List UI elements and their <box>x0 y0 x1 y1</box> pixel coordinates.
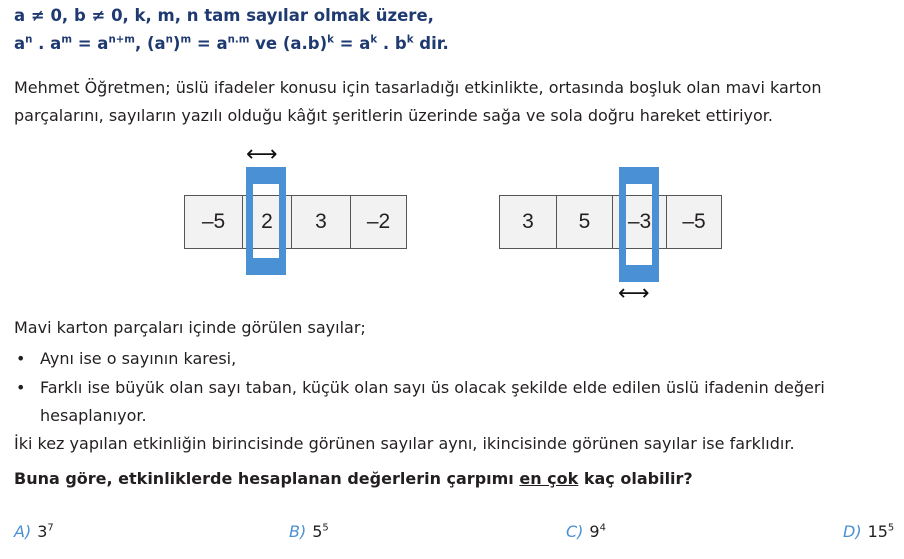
bullet-icon: • <box>16 378 26 397</box>
strip1-cell: 3 <box>292 196 351 248</box>
double-arrow-icon: ⟷ <box>246 142 278 167</box>
option-c[interactable]: C) $9^4$ <box>566 522 606 541</box>
rule-line-1: a ≠ 0, b ≠ 0, k, m, n tam sayılar olmak üzere, <box>14 6 434 25</box>
strip2-cell: 5 <box>557 196 613 248</box>
question-intro: Mavi karton parçaları içinde görülen sayılar; <box>14 318 366 337</box>
question-stem: Buna göre, etkinliklerde hesaplanan değerlerin çarpımı en çok kaç olabilir? <box>14 469 693 488</box>
info-sentence: İki kez yapılan etkinliğin birincisinde görünen sayılar aynı, ikincisinde görünen sayılar ise farklıdır. <box>14 434 795 453</box>
strip1-cell: –2 <box>366 210 391 233</box>
bullet-text: Farklı ise büyük olan sayı taban, küçük olan sayı üs olacak şekilde elde edilen üslü ifadenin değeri hesaplanıyor. <box>40 378 825 425</box>
blue-card-1[interactable] <box>246 167 286 275</box>
number-strip-2 <box>499 195 722 249</box>
blue-card-2[interactable] <box>619 167 659 282</box>
strip2-cell: –3 <box>613 196 667 248</box>
number-strip-1 <box>184 195 407 249</box>
rule-line-2: $a^n$ . $a^m = a^{n+m}$, $(a^n)^m = a^{n.m}$ ve $(a.b)^k = a^k$ . $b^k$ dir. <box>14 34 449 53</box>
bullet-text: Aynı ise o sayının karesi, <box>40 349 237 368</box>
option-a[interactable]: A) $3^7$ <box>14 522 54 541</box>
option-b[interactable]: B) $5^5$ <box>289 522 329 541</box>
strip2-cell: 3 <box>500 196 557 248</box>
strip1-cell: –5 <box>185 196 243 248</box>
intro-paragraph: Mehmet Öğretmen; üslü ifadeler konusu için tasarladığı etkinlikte, ortasında boşluk olan mavi karton parçalarını, sayıların yazılı olduğu kâğıt şeritlerin üzerinde sağa ve sola doğru hareket ettiriyor. <box>14 78 822 125</box>
strip2-cell: –5 <box>682 210 706 233</box>
bullet-icon: • <box>16 349 26 368</box>
emphasis-underline: en çok <box>519 469 579 488</box>
option-d[interactable]: D) $15^5$ <box>843 522 895 541</box>
strip1-cell: 2 <box>243 196 292 248</box>
double-arrow-icon: ⟷ <box>618 281 650 306</box>
